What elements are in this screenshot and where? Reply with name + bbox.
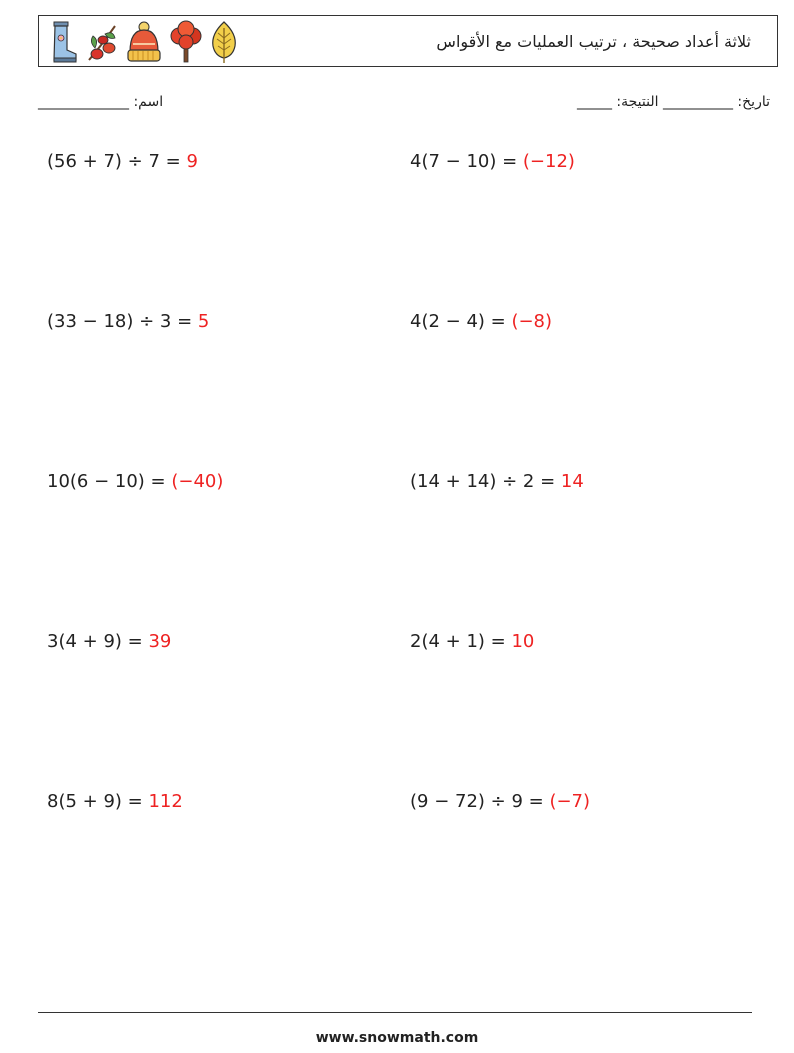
problem-2 — [410, 151, 575, 172]
problem-question: 8(5 + 9) = — [47, 791, 149, 812]
name-field-line: _____________ :اسم — [38, 94, 164, 110]
footer-divider — [38, 1012, 752, 1013]
problem-9 — [47, 791, 183, 812]
problem-question: (33 − 18) ÷ 3 = — [47, 311, 198, 332]
problem-1 — [47, 151, 198, 172]
problem-answer: 39 — [148, 631, 172, 652]
problem-5 — [47, 471, 223, 492]
leaf-icon — [209, 20, 239, 64]
problem-3 — [47, 311, 209, 332]
boot-icon — [49, 20, 79, 64]
problem-7 — [47, 631, 171, 652]
autumn-tree-icon — [169, 20, 203, 64]
problem-answer: 9 — [186, 151, 198, 172]
problem-answer: (−40) — [171, 471, 224, 492]
header-icons — [49, 19, 239, 65]
problem-4 — [410, 311, 552, 332]
problem-answer: 112 — [148, 791, 183, 812]
date-score-line: _____ :تاريخ: __________ النتيجة — [576, 94, 770, 110]
problem-question: 2(4 + 1) = — [410, 631, 512, 652]
problem-question: 4(2 − 4) = — [410, 311, 512, 332]
problem-question: 3(4 + 9) = — [47, 631, 149, 652]
problem-6 — [410, 471, 584, 492]
problem-answer: 14 — [560, 471, 584, 492]
problem-answer: 10 — [511, 631, 535, 652]
problem-question: 10(6 − 10) = — [47, 471, 172, 492]
problem-answer: (−8) — [511, 311, 553, 332]
problem-10 — [410, 791, 590, 812]
worksheet-header — [38, 15, 778, 67]
problem-8 — [410, 631, 534, 652]
problem-answer: (−12) — [522, 151, 575, 172]
problem-answer: 5 — [197, 311, 210, 332]
footer-site-link[interactable]: www.snowmath.com — [315, 1030, 479, 1046]
problem-question: (56 + 7) ÷ 7 = — [47, 151, 187, 172]
rosehip-icon — [85, 20, 119, 64]
problem-answer: (−7) — [549, 791, 591, 812]
problem-question: 4(7 − 10) = — [410, 151, 523, 172]
problem-question: (14 + 14) ÷ 2 = — [410, 471, 561, 492]
worksheet-title: ثلاثة أعداد صحيحة ، ترتيب العمليات مع الأقواس — [436, 32, 751, 51]
problem-question: (9 − 72) ÷ 9 = — [410, 791, 550, 812]
knit-hat-icon — [125, 20, 163, 64]
